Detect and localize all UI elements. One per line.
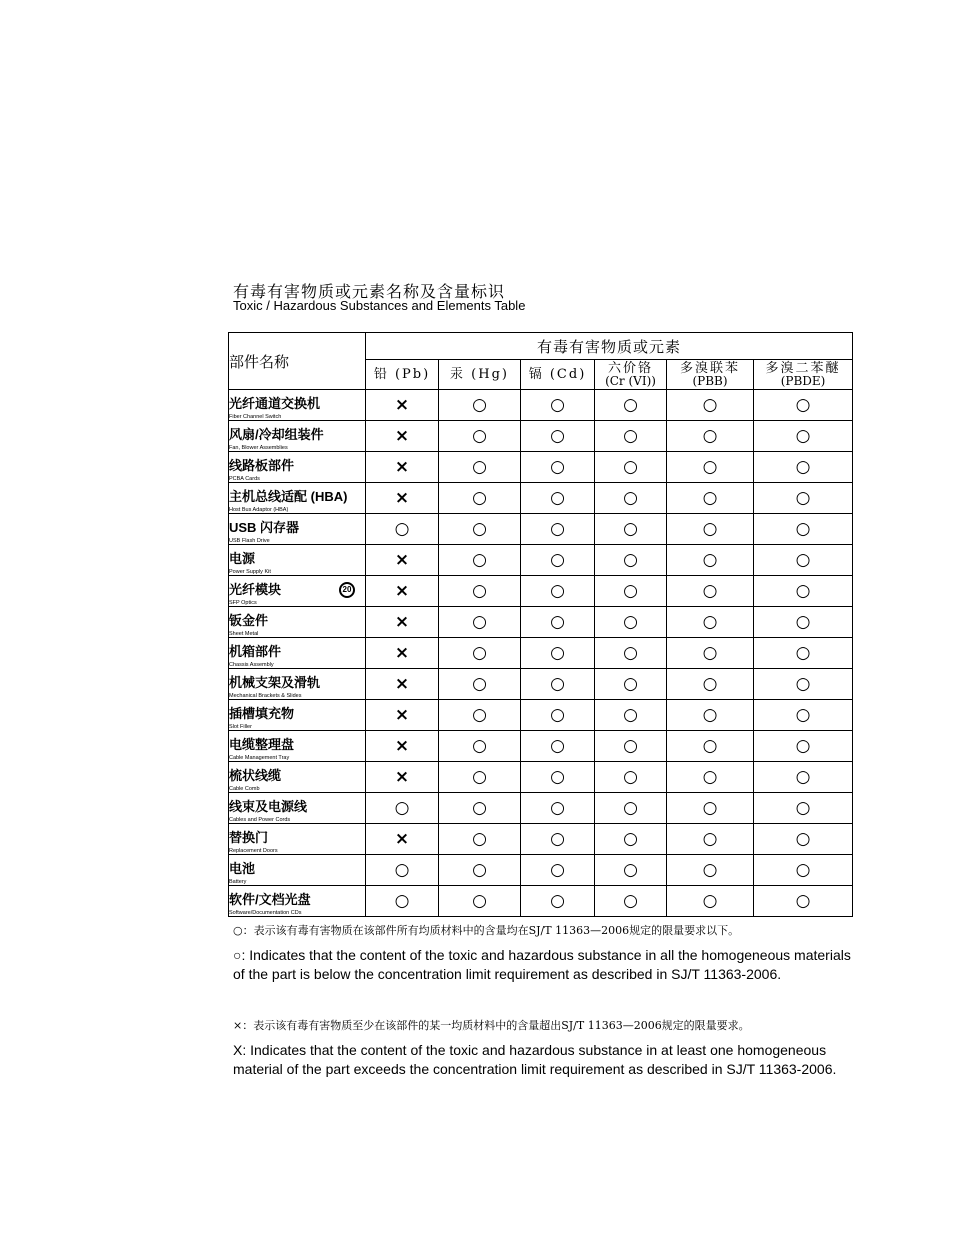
below-limit-mark: ○ [439,576,521,607]
part-name-english: Mechanical Brackets & Slides [229,693,302,699]
below-limit-mark: ○ [754,731,853,762]
part-name-english: Chassis Assembly [229,662,274,668]
part-name-chinese: 光纤通道交换机 [229,396,321,411]
below-limit-mark: ○ [439,731,521,762]
part-name-cell [229,762,366,793]
part-name-chinese: 软件/文档光盘 [229,892,311,907]
part-name-english: Battery [229,879,247,885]
part-name-chinese: 梳状线缆 [229,768,282,783]
exceeds-limit-mark: × [366,421,439,452]
below-limit-mark: ○ [595,421,667,452]
exceeds-limit-mark: × [366,731,439,762]
substance-header [754,360,853,390]
below-limit-mark: ○ [439,638,521,669]
below-limit-mark: ○ [366,514,439,545]
below-limit-mark: ○ [754,452,853,483]
table-row [229,700,853,731]
below-limit-mark: ○ [595,824,667,855]
part-name-chinese: 风扇/冷却组装件 [229,427,324,442]
part-name-chinese: 插槽填充物 [229,706,295,721]
environment-protection-period-icon: 20 [339,582,355,598]
circle-note-english: ○: Indicates that the content of the toxic and hazardous substance in all the homogeneous materials of the part is below the concentration limit requirement as described in SJ/T 11363-2006. [233,947,851,982]
part-name-english: PCBA Cards [229,476,260,482]
below-limit-mark: ○ [521,762,595,793]
substance-name-chinese: 多溴二苯醚 [765,360,841,376]
substance-symbol: (PBB) [692,373,728,388]
part-name-cell [229,793,366,824]
exceeds-limit-mark: × [366,824,439,855]
below-limit-mark: ○ [754,607,853,638]
exceeds-limit-mark: × [366,545,439,576]
part-name-chinese: 电缆整理盘 [229,737,295,752]
below-limit-mark: ○ [595,452,667,483]
substance-header [667,360,754,390]
substance-symbol: (Cr (VI)) [605,373,656,388]
below-limit-mark: ○ [754,576,853,607]
below-limit-mark: ○ [754,390,853,421]
below-limit-mark: ○ [754,669,853,700]
below-limit-mark: ○ [595,545,667,576]
below-limit-mark: ○ [667,638,754,669]
below-limit-mark: ○ [754,793,853,824]
below-limit-mark: ○ [667,452,754,483]
table-row [229,545,853,576]
circle-note-chinese: ○：表示该有毒有害物质在该部件所有均质材料中的含量均在SJ/T 11363—2006规定的限量要求以下。 [233,924,740,937]
below-limit-mark: ○ [667,669,754,700]
part-name-cell [229,669,366,700]
below-limit-mark: ○ [754,545,853,576]
part-name-english: Sheet Metal [229,631,259,637]
below-limit-mark: ○ [439,421,521,452]
exceeds-limit-mark: × [366,452,439,483]
table-row [229,731,853,762]
below-limit-mark: ○ [754,824,853,855]
part-name-chinese: USB 闪存器 [229,520,300,535]
below-limit-mark: ○ [754,886,853,917]
below-limit-mark: ○ [667,421,754,452]
below-limit-mark: ○ [439,824,521,855]
part-name-english: SFP Optics [229,600,257,606]
below-limit-mark: ○ [595,576,667,607]
below-limit-mark: ○ [754,483,853,514]
below-limit-mark: ○ [667,731,754,762]
table-row [229,638,853,669]
substance-name-chinese: 铅 (Pb) [373,367,431,382]
below-limit-mark: ○ [521,514,595,545]
below-limit-mark: ○ [595,390,667,421]
cross-note-english: X: Indicates that the content of the toxic and hazardous substance in at least one homogeneous material of the part exceeds the concentration limit requirement as described in SJ/T 11363-2006. [233,1042,837,1077]
below-limit-mark: ○ [595,886,667,917]
part-name-english: Host Bus Adaptor (HBA) [229,507,289,513]
part-name-english: Cable Comb [229,786,260,792]
below-limit-mark: ○ [521,452,595,483]
below-limit-mark: ○ [439,483,521,514]
below-limit-mark: ○ [521,669,595,700]
below-limit-mark: ○ [595,793,667,824]
substance-header [595,360,667,390]
below-limit-mark: ○ [667,607,754,638]
substance-name-chinese: 六价铬 [607,360,653,376]
below-limit-mark: ○ [754,514,853,545]
below-limit-mark: ○ [667,390,754,421]
below-limit-mark: ○ [667,700,754,731]
part-name-chinese: 线束及电源线 [229,799,308,814]
part-name-cell [229,452,366,483]
below-limit-mark: ○ [667,514,754,545]
below-limit-mark: ○ [521,793,595,824]
below-limit-mark: ○ [595,607,667,638]
table-row [229,607,853,638]
below-limit-mark: ○ [521,731,595,762]
below-limit-mark: ○ [521,638,595,669]
part-name-cell [229,421,366,452]
below-limit-mark: ○ [754,421,853,452]
below-limit-mark: ○ [595,669,667,700]
below-limit-mark: ○ [667,824,754,855]
below-limit-mark: ○ [754,762,853,793]
part-name-chinese: 电源 [229,551,256,566]
part-name-chinese: 替换门 [229,830,269,845]
exceeds-limit-mark: × [366,576,439,607]
table-row [229,483,853,514]
below-limit-mark: ○ [595,483,667,514]
cross-note-chinese: ×：表示该有毒有害物质至少在该部件的某一均质材料中的含量超出SJ/T 11363—2006规定的限量要求。 [233,1019,750,1032]
table-row [229,669,853,700]
below-limit-mark: ○ [595,514,667,545]
part-name-english: USB Flash Drive [229,538,270,544]
substance-name-chinese: 汞 (Hg) [450,367,509,382]
below-limit-mark: ○ [439,607,521,638]
table-row [229,576,853,607]
part-name-cell [229,514,366,545]
table-row [229,762,853,793]
substance-header [439,360,521,390]
exceeds-limit-mark: × [366,390,439,421]
exceeds-limit-mark: × [366,607,439,638]
below-limit-mark: ○ [439,762,521,793]
part-name-cell [229,545,366,576]
below-limit-mark: ○ [439,390,521,421]
exceeds-limit-mark: × [366,483,439,514]
below-limit-mark: ○ [754,638,853,669]
part-name-chinese: 主机总线适配 (HBA) [229,489,348,504]
below-limit-mark: ○ [521,483,595,514]
below-limit-mark: ○ [439,669,521,700]
part-name-chinese: 机箱部件 [229,644,282,659]
part-name-cell [229,607,366,638]
part-name-cell [229,576,366,607]
below-limit-mark: ○ [521,855,595,886]
exceeds-limit-mark: × [366,638,439,669]
table-title-chinese: 有毒有害物质或元素名称及含量标识 [233,282,506,301]
substances-group-header: 有毒有害物质或元素 [366,333,853,360]
below-limit-mark: ○ [595,638,667,669]
below-limit-mark: ○ [521,824,595,855]
substance-symbol: (PBDE) [780,373,826,388]
part-name-cell [229,390,366,421]
below-limit-mark: ○ [521,886,595,917]
part-name-english: Cable Management Tray [229,755,290,761]
below-limit-mark: ○ [595,700,667,731]
substance-name-chinese: 多溴联苯 [679,360,740,376]
substance-header [366,360,439,390]
table-row [229,886,853,917]
part-name-english: Fiber Channel Switch [229,414,282,420]
below-limit-mark: ○ [439,452,521,483]
part-name-english: Fan, Blower Assemblies [229,445,288,451]
part-name-english: Cables and Power Cords [229,817,291,823]
below-limit-mark: ○ [667,886,754,917]
table-row [229,793,853,824]
part-name-header: 部件名称 [229,333,366,390]
below-limit-mark: ○ [439,886,521,917]
part-name-chinese: 光纤模块 [229,582,282,597]
below-limit-mark: ○ [595,762,667,793]
below-limit-mark: ○ [366,855,439,886]
below-limit-mark: ○ [439,514,521,545]
exceeds-limit-mark: × [366,762,439,793]
below-limit-mark: ○ [595,855,667,886]
below-limit-mark: ○ [439,793,521,824]
below-limit-mark: ○ [667,762,754,793]
part-name-cell [229,855,366,886]
table-row [229,855,853,886]
table-row [229,514,853,545]
below-limit-mark: ○ [439,855,521,886]
below-limit-mark: ○ [521,700,595,731]
below-limit-mark: ○ [754,700,853,731]
part-name-english: Software/Documentation CDs [229,910,302,916]
below-limit-mark: ○ [667,545,754,576]
table-row [229,390,853,421]
part-name-cell [229,731,366,762]
below-limit-mark: ○ [521,576,595,607]
below-limit-mark: ○ [595,731,667,762]
below-limit-mark: ○ [754,855,853,886]
substance-name-chinese: 镉 (Cd) [528,367,587,382]
below-limit-mark: ○ [366,793,439,824]
part-name-chinese: 电池 [229,861,256,876]
part-name-cell [229,886,366,917]
table-title-english: Toxic / Hazardous Substances and Elements Table [233,298,526,313]
part-name-english: Power Supply Kit [229,569,271,575]
part-name-cell [229,700,366,731]
part-name-cell [229,824,366,855]
part-name-cell [229,483,366,514]
below-limit-mark: ○ [521,607,595,638]
part-name-cell [229,638,366,669]
below-limit-mark: ○ [439,545,521,576]
hazardous-substances-table [228,332,853,917]
exceeds-limit-mark: × [366,700,439,731]
part-name-chinese: 机械支架及滑轨 [229,675,321,690]
below-limit-mark: ○ [667,483,754,514]
below-limit-mark: ○ [667,855,754,886]
below-limit-mark: ○ [366,886,439,917]
below-limit-mark: ○ [667,793,754,824]
table-row [229,421,853,452]
part-name-chinese: 线路板部件 [229,458,295,473]
substance-header [521,360,595,390]
part-name-english: Slot Filler [229,724,252,730]
below-limit-mark: ○ [439,700,521,731]
below-limit-mark: ○ [521,390,595,421]
exceeds-limit-mark: × [366,669,439,700]
below-limit-mark: ○ [667,576,754,607]
part-name-english: Replacement Doors [229,848,278,854]
circle-note [233,922,853,984]
table-row [229,452,853,483]
cross-note [233,1017,853,1079]
below-limit-mark: ○ [521,421,595,452]
below-limit-mark: ○ [521,545,595,576]
part-name-chinese: 钣金件 [229,613,269,628]
table-row [229,824,853,855]
